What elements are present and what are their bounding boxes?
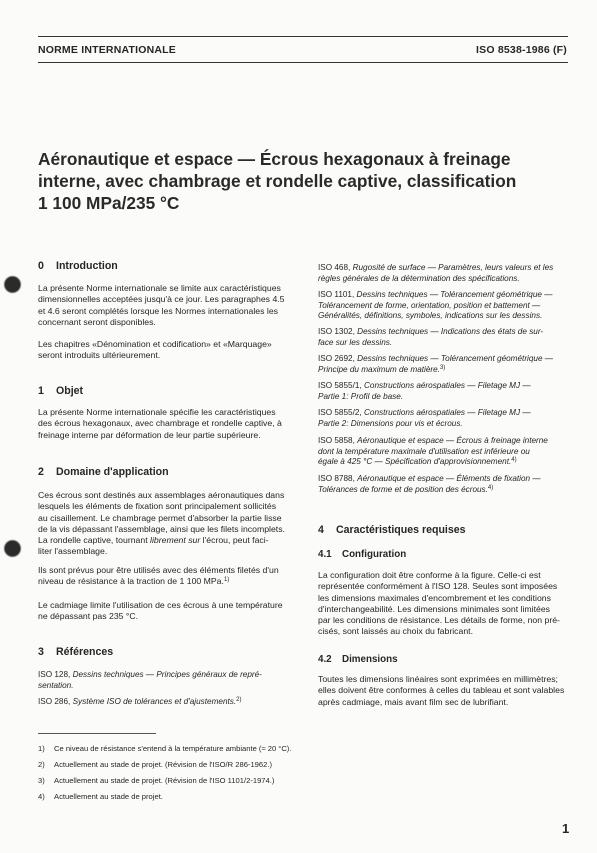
text-line: après cadmiage, mais avant film sec de lubrifiant. [318,696,509,707]
section-3-heading [38,646,113,658]
section-0-paragraph-2 [38,339,272,362]
footnote-number: 2) [38,760,45,769]
ref-title: Généralités, définitions, symboles, indications sur les dessins. [318,311,543,321]
section-4-heading [318,524,466,536]
ref-title: Dessins techniques — Indications des états de sur- [357,327,544,336]
footnote-text: Ce niveau de résistance s'entend à la température ambiante (≈ 20 °C). [54,744,292,753]
text-line [318,290,573,301]
text-line: représentée conformément à l'ISO 128. Seules sont imposées [318,581,558,592]
text-line [318,381,573,392]
subsection-4-1-text [318,570,560,638]
ref-title: Dessins techniques — Tolérancement géométrique — [357,354,553,363]
text-line: Ils sont prévus pour être utilisés avec des éléments filetés d'un [38,565,279,575]
text-line [318,354,573,365]
footnote-text: Actuellement au stade de projet. (Révision de l'ISO 1101/2-1974.) [54,776,275,785]
section-number: 2 [38,466,44,478]
header-bottom-rule [38,62,568,63]
text-line: de la vis dépassant l'assemblage, ainsi que les filets incomplets. [38,523,285,534]
footnote-ref: 3) [439,364,446,371]
ref-number: ISO 5858, [318,436,358,445]
text-line: Le cadmiage limite l'utilisation de ces écrous à une température [38,600,283,610]
reference-iso-286 [38,697,242,708]
page-number: 1 [562,821,570,836]
footnote-separator [38,733,156,734]
section-0-heading [38,260,118,272]
ref-title: Constructions aérospatiales — Filetage MJ — [363,408,531,417]
ref-title: Aéronautique et espace — Éléments de fixation — [357,474,541,483]
text-line: La présente Norme internationale se limite aux caractéristiques [38,283,281,293]
ref-number: ISO 2692, [318,354,358,363]
text-run: l'écrou, peut faci- [200,535,269,546]
reference-iso-5855-2 [318,408,573,429]
footnote-3 [38,776,274,785]
text-line [318,408,573,419]
ref-title: Dessins techniques — Tolérancement géométrique — [356,290,553,299]
text-line [318,485,573,496]
ref-number: ISO 468, [318,263,353,272]
reference-iso-2692 [318,354,573,375]
ref-number: ISO 1302, [318,327,358,336]
text-line: La présente Norme internationale spécifie les caractéristiques [38,407,276,417]
subsection-title: Dimensions [342,654,398,665]
footnote-ref: 1) [223,577,230,584]
footnote-text: Actuellement au stade de projet. (Révision de l'ISO/R 286-1962.) [54,760,272,769]
text-line [318,436,573,447]
text-line: La configuration doit être conforme à la figure. Celle-ci est [318,570,541,580]
section-0-paragraph-1 [38,283,285,328]
text-run: niveau de résistance à la traction de 1 100 MPa. [38,576,224,587]
text-line: d'interchangeabilité. Les dimensions minimales sont limitées [318,603,550,614]
document-title [38,148,578,214]
header-left: NORME INTERNATIONALE [38,44,176,56]
section-number: 4 [318,524,324,536]
text-line: Ces écrous sont destinés aux assemblages aéronautiques dans [38,490,285,500]
text-line: cisés, sont laissés au choix du fabricant. [318,626,474,637]
ref-number: ISO 5855/1, [318,381,364,390]
ref-title: dont la température maximale d'utilisation est inférieure ou [318,446,530,456]
text-line: Les chapitres «Dénomination et codification» et «Marquage» [38,339,272,349]
section-title: Caractéristiques requises [336,524,466,536]
footnote-2 [38,760,272,769]
section-1-heading [38,385,83,397]
section-2-paragraph-1 [38,490,285,558]
text-line [318,263,573,274]
section-2-paragraph-3 [38,600,283,623]
ref-title: Principe du maximum de matière. [318,364,440,374]
reference-iso-468 [318,263,573,284]
reference-iso-5858 [318,436,573,468]
ref-number: ISO 5855/2, [318,408,364,417]
ref-title: Tolérancement de forme, orientation, position et battement — [318,300,541,310]
section-number: 0 [38,260,44,272]
text-line [318,327,573,338]
section-2-paragraph-2 [38,565,279,588]
footnote-ref: 2) [236,697,242,703]
text-line [38,576,279,587]
subsection-number: 4.1 [318,549,332,560]
section-title: Introduction [56,260,118,272]
ref-number: ISO 128, [38,670,73,679]
ref-title: Partie 1: Profil de base. [318,391,404,401]
punch-hole-bottom [5,541,20,556]
ref-title: face sur les dessins. [318,337,393,347]
section-title: Domaine d'application [56,466,169,478]
header-right: ISO 8538-1986 (F) [476,44,567,56]
reference-iso-5855-1 [318,381,573,402]
ref-title: Tolérances de forme et de position des écrous. [318,484,488,494]
section-number: 1 [38,385,44,397]
ref-title: Aéronautique et espace — Écrous à freinage interne [357,436,548,445]
ref-title: égale à 425 °C — Spécification d'approvisionnement. [318,457,512,467]
ref-title: Dessins techniques — Principes généraux de repré- [72,670,262,679]
text-line: ne dépassant pas 235 °C. [38,611,139,622]
ref-title: Constructions aérospatiales — Filetage MJ — [363,381,531,390]
ref-number: ISO 286, [38,697,73,706]
text-line: par les conditions de résistance. Les détails de forme, non pré- [318,615,560,626]
subsection-4-2-text [318,674,564,708]
section-title: Références [56,646,114,658]
ref-title: Système ISO de tolérances et d'ajustements. [72,697,237,706]
text-line: liter l'assemblage. [38,546,108,557]
reference-iso-1302 [318,327,573,348]
footnote-number: 3) [38,776,45,785]
ref-title: Rugosité de surface — Paramètres, leurs valeurs et les [352,263,554,272]
footnote-ref: 4) [511,457,517,464]
footnote-text: Actuellement au stade de projet. [54,792,163,801]
subsection-4-2-heading [318,654,398,665]
footnote-number: 4) [38,792,45,801]
reference-iso-128 [38,670,262,691]
subsection-title: Configuration [342,549,407,560]
reference-iso-8788 [318,474,573,495]
footnote-4 [38,792,163,801]
ref-number: ISO 8788, [318,474,358,483]
text-line [38,697,242,708]
footnote-ref: 4) [487,484,494,491]
section-2-heading [38,466,169,478]
text-line [38,535,285,546]
text-line: et 4.6 seront complétés lorsque les Normes internationales les [38,305,278,316]
text-line: au cisaillement. Le chambrage permet d'absorber la partie lisse [38,512,282,523]
section-title: Objet [56,385,84,397]
text-line: freinage interne par déformation de leur partie supérieure. [38,429,261,440]
reference-iso-1101 [318,290,573,322]
ref-number: ISO 1101, [318,290,357,299]
footnote-number: 1) [38,744,45,753]
text-line [318,365,573,376]
text-line: seront introduits ultérieurement. [38,350,161,361]
text-line [38,670,262,681]
title-line: Aéronautique et espace — Écrous hexagonaux à freinage [38,149,511,169]
text-line: des écrous hexagonaux, avec chambrage et rondelle captive, à [38,418,282,429]
section-1-paragraph [38,407,282,441]
text-line [318,474,573,485]
text-line: concernant seront disponibles. [38,316,156,327]
header-top-rule [38,36,568,37]
text-line: lesquels les éléments de fixation sont principalement sollicités [38,501,277,512]
text-line: Toutes les dimensions linéaires sont exprimées en millimètres; [318,674,558,684]
ref-title: Partie 2: Dimensions pour vis et écrous. [318,418,463,428]
subsection-number: 4.2 [318,654,332,665]
section-number: 3 [38,646,44,658]
text-line: dimensionnelles acceptées jusqu'à ce jour. Les paragraphes 4.5 [38,294,285,305]
italic-run: librement sur [150,535,201,546]
ref-title: règles générales de la détermination des spécifications. [318,273,520,283]
title-line: interne, avec chambrage et rondelle captive, classification [38,171,517,191]
text-line: elles doivent être conformes à celles du tableau et sont valables [318,685,565,696]
text-line [318,457,573,468]
footnote-1 [38,744,291,753]
title-line: 1 100 MPa/235 °C [38,193,180,213]
ref-title: sentation. [38,680,74,690]
text-run: La rondelle captive, tournant [38,535,151,546]
punch-hole-top [5,277,20,292]
subsection-4-1-heading [318,549,406,560]
text-line: les dimensions maximales d'encombrement et les conditions [318,592,551,603]
